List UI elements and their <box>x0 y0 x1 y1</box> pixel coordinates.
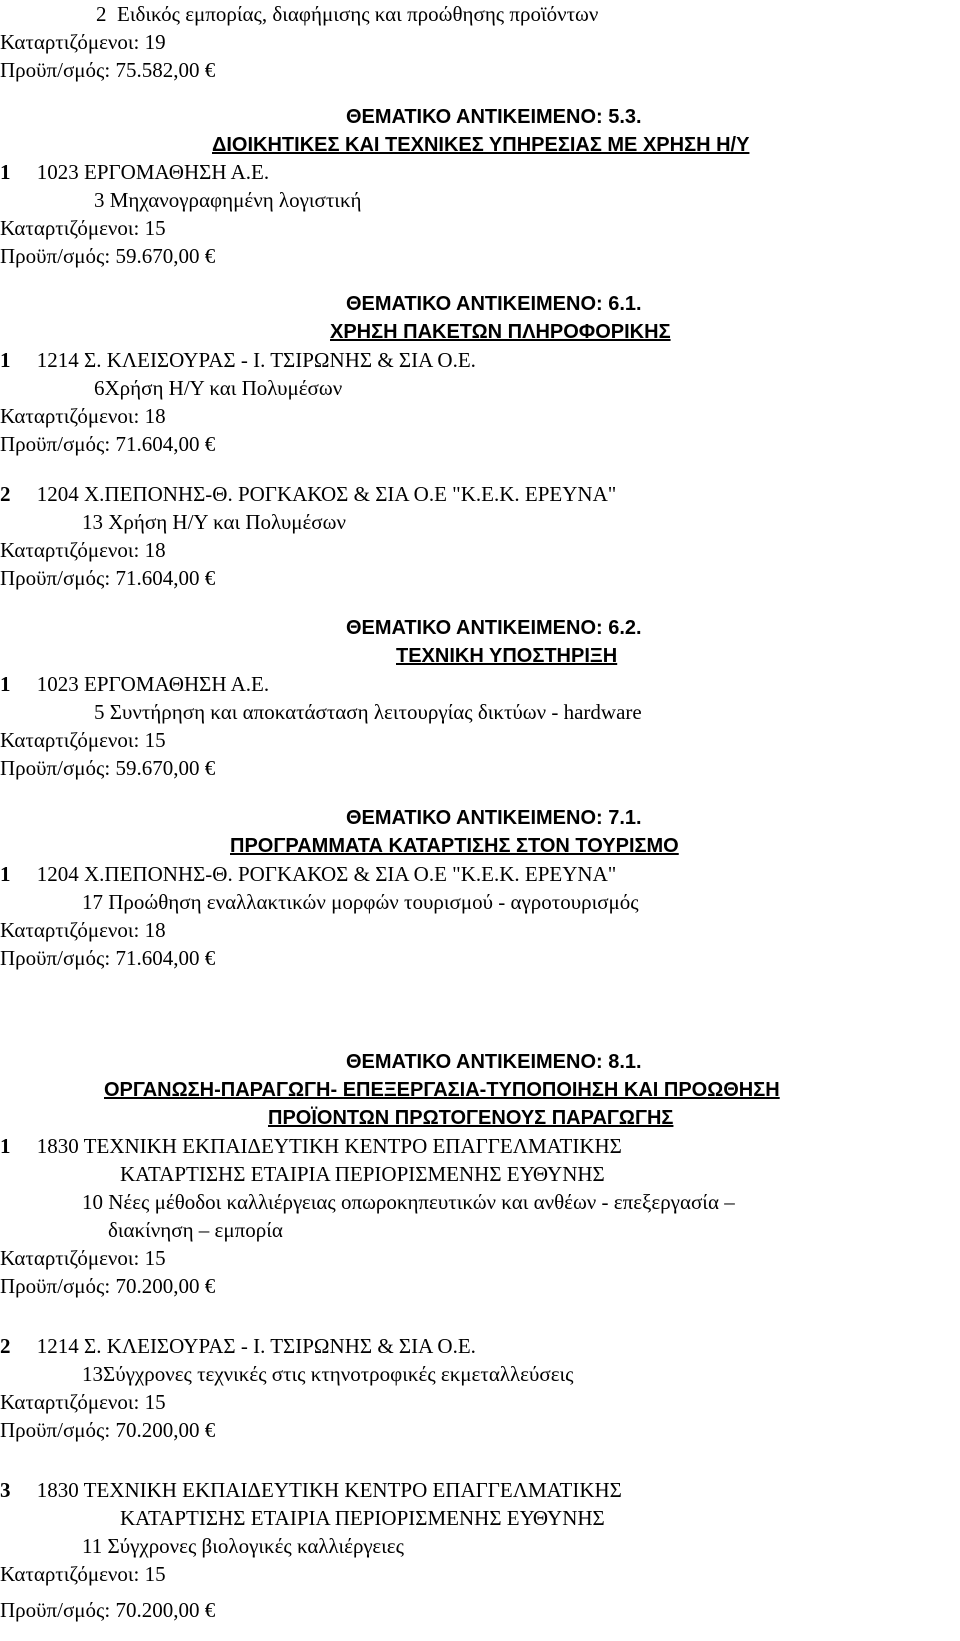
budget-amount: Προϋπ/σμός: 71.604,00 € <box>0 946 216 970</box>
budget-amount: Προϋπ/σμός: 70.200,00 € <box>0 1418 216 1442</box>
budget-amount: Προϋπ/σμός: 71.604,00 € <box>0 432 216 456</box>
course-title: 3 Μηχανογραφημένη λογιστική <box>94 188 362 212</box>
section-heading: ΘΕΜΑΤΙΚΟ ΑΝΤΙΚΕΙΜΕΝΟ: 8.1. <box>346 1051 642 1073</box>
course-title: 10 Νέες μέθοδοι καλλιέργειας οπωροκηπευτικών και ανθέων - επεξεργασία – <box>82 1190 735 1214</box>
trainees-count: Καταρτιζόμενοι: 15 <box>0 1562 166 1586</box>
entry-number: 2 <box>96 2 107 26</box>
entry-course <box>96 4 598 25</box>
entry-index: 2 <box>0 482 11 506</box>
section-heading: ΘΕΜΑΤΙΚΟ ΑΝΤΙΚΕΙΜΕΝΟ: 7.1. <box>346 807 642 829</box>
provider-name: 1830 ΤΕΧΝΙΚΗ ΕΚΠΑΙΔΕΥΤΙΚΗ ΚΕΝΤΡΟ ΕΠΑΓΓΕΛΜΑΤΙΚΗΣ <box>36 1478 622 1502</box>
trainees-count: Καταρτιζόμενοι: 15 <box>0 1390 166 1414</box>
course-title: 13 Χρήση Η/Υ και Πολυμέσων <box>82 510 346 534</box>
trainees-count: Καταρτιζόμενοι: 15 <box>0 1246 166 1270</box>
provider-name: 1023 ΕΡΓΟΜΑΘΗΣΗ Α.Ε. <box>36 160 270 184</box>
section-subheading: ΠΡΟΪΟΝΤΩΝ ΠΡΩΤΟΓΕΝΟΥΣ ΠΑΡΑΓΩΓΗΣ <box>268 1107 674 1129</box>
provider-line <box>0 864 616 885</box>
course-title-cont: διακίνηση – εμπορία <box>108 1218 283 1242</box>
trainees-count: Καταρτιζόμενοι: 18 <box>0 538 166 562</box>
section-subheading: ΔΙΟΙΚΗΤΙΚΕΣ ΚΑΙ ΤΕΧΝΙΚΕΣ ΥΠΗΡΕΣΙΑΣ ΜΕ ΧΡΗΣΗ Η/Υ <box>212 134 750 156</box>
entry-index: 1 <box>0 672 11 696</box>
section-subheading: ΧΡΗΣΗ ΠΑΚΕΤΩΝ ΠΛΗΡΟΦΟΡΙΚΗΣ <box>330 321 671 343</box>
budget-amount: Προϋπ/σμός: 75.582,00 € <box>0 58 216 82</box>
provider-name: 1023 ΕΡΓΟΜΑΘΗΣΗ Α.Ε. <box>36 672 270 696</box>
course-title: 13Σύγχρονες τεχνικές στις κτηνοτροφικές εκμεταλλεύσεις <box>82 1362 574 1386</box>
course-title: 6Χρήση Η/Υ και Πολυμέσων <box>94 376 343 400</box>
budget-amount: Προϋπ/σμός: 71.604,00 € <box>0 566 216 590</box>
entry-index: 2 <box>0 1334 11 1358</box>
budget-amount: Προϋπ/σμός: 59.670,00 € <box>0 244 216 268</box>
section-heading: ΘΕΜΑΤΙΚΟ ΑΝΤΙΚΕΙΜΕΝΟ: 5.3. <box>346 106 642 128</box>
entry-index: 1 <box>0 348 11 372</box>
trainees-count: Καταρτιζόμενοι: 18 <box>0 918 166 942</box>
entry-index: 1 <box>0 1134 11 1158</box>
course-title: 5 Συντήρηση και αποκατάσταση λειτουργίας δικτύων - hardware <box>94 700 642 724</box>
budget-amount: Προϋπ/σμός: 70.200,00 € <box>0 1274 216 1298</box>
section-heading: ΘΕΜΑΤΙΚΟ ΑΝΤΙΚΕΙΜΕΝΟ: 6.1. <box>346 293 642 315</box>
trainees-count: Καταρτιζόμενοι: 15 <box>0 216 166 240</box>
course-title: 11 Σύγχρονες βιολογικές καλλιέργειες <box>82 1534 404 1558</box>
trainees-count: Καταρτιζόμενοι: 15 <box>0 728 166 752</box>
section-subheading: ΠΡΟΓΡΑΜΜΑΤΑ ΚΑΤΑΡΤΙΣΗΣ ΣΤΟΝ ΤΟΥΡΙΣΜΟ <box>230 835 679 857</box>
course-title: 17 Προώθηση εναλλακτικών μορφών τουρισμού - αγροτουρισμός <box>82 890 639 914</box>
budget-amount: Προϋπ/σμός: 59.670,00 € <box>0 756 216 780</box>
provider-name-cont: ΚΑΤΑΡΤΙΣΗΣ ΕΤΑΙΡΙΑ ΠΕΡΙΟΡΙΣΜΕΝΗΣ ΕΥΘΥΝΗΣ <box>120 1162 605 1186</box>
course-title: Ειδικός εμπορίας, διαφήμισης και προώθησης προϊόντων <box>117 2 599 26</box>
entry-index: 1 <box>0 160 11 184</box>
provider-line <box>0 674 269 695</box>
provider-name: 1214 Σ. ΚΛΕΙΣΟΥΡΑΣ - Ι. ΤΣΙΡΩΝΗΣ & ΣΙΑ Ο.Ε. <box>36 348 476 372</box>
provider-line <box>0 162 269 183</box>
entry-index: 3 <box>0 1478 11 1502</box>
budget-amount: Προϋπ/σμός: 70.200,00 € <box>0 1598 216 1622</box>
section-subheading: ΤΕΧΝΙΚΗ ΥΠΟΣΤΗΡΙΞΗ <box>396 645 618 667</box>
provider-name: 1204 Χ.ΠΕΠΟΝΗΣ-Θ. ΡΟΓΚΑΚΟΣ & ΣΙΑ Ο.Ε "Κ.Ε.Κ. ΕΡΕΥΝΑ" <box>36 482 617 506</box>
trainees-count: Καταρτιζόμενοι: 18 <box>0 404 166 428</box>
section-heading: ΘΕΜΑΤΙΚΟ ΑΝΤΙΚΕΙΜΕΝΟ: 6.2. <box>346 617 642 639</box>
provider-name-cont: ΚΑΤΑΡΤΙΣΗΣ ΕΤΑΙΡΙΑ ΠΕΡΙΟΡΙΣΜΕΝΗΣ ΕΥΘΥΝΗΣ <box>120 1506 605 1530</box>
provider-name: 1214 Σ. ΚΛΕΙΣΟΥΡΑΣ - Ι. ΤΣΙΡΩΝΗΣ & ΣΙΑ Ο.Ε. <box>36 1334 476 1358</box>
provider-line <box>0 350 476 371</box>
provider-name: 1204 Χ.ΠΕΠΟΝΗΣ-Θ. ΡΟΓΚΑΚΟΣ & ΣΙΑ Ο.Ε "Κ.Ε.Κ. ΕΡΕΥΝΑ" <box>36 862 617 886</box>
provider-line <box>0 1480 622 1501</box>
provider-line <box>0 484 616 505</box>
entry-index: 1 <box>0 862 11 886</box>
provider-name: 1830 ΤΕΧΝΙΚΗ ΕΚΠΑΙΔΕΥΤΙΚΗ ΚΕΝΤΡΟ ΕΠΑΓΓΕΛΜΑΤΙΚΗΣ <box>36 1134 622 1158</box>
provider-line <box>0 1136 622 1157</box>
trainees-count: Καταρτιζόμενοι: 19 <box>0 30 166 54</box>
section-subheading: ΟΡΓΑΝΩΣΗ-ΠΑΡΑΓΩΓΗ- ΕΠΕΞΕΡΓΑΣΙΑ-ΤΥΠΟΠΟΙΗΣΗ ΚΑΙ ΠΡΟΩΘΗΣΗ <box>104 1079 780 1101</box>
provider-line <box>0 1336 476 1357</box>
